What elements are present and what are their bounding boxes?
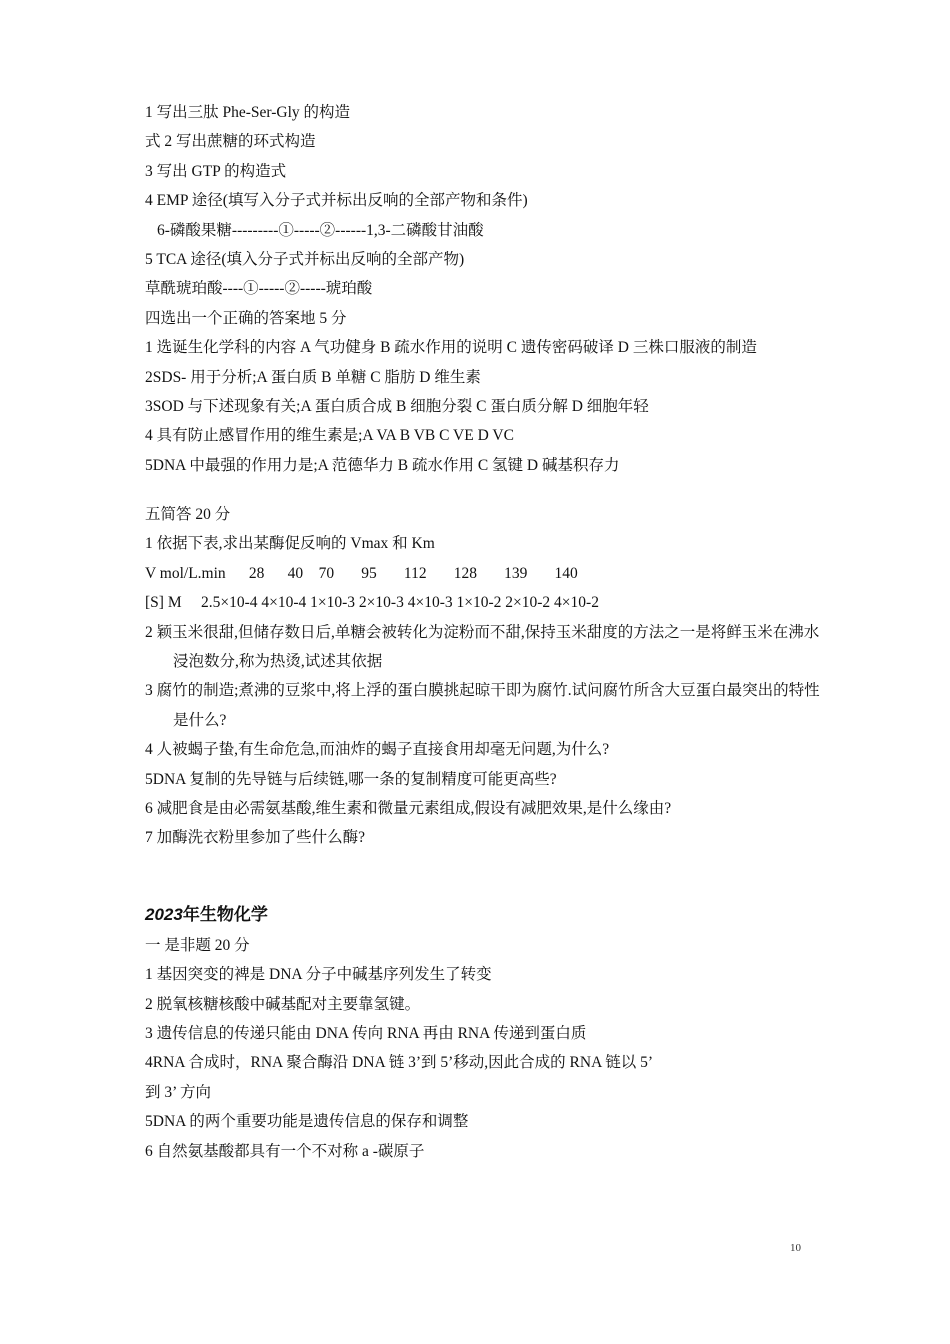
spacer xyxy=(145,480,825,500)
table-row-substrate: [S] M 2.5×10-4 4×10-4 1×10-3 2×10-3 4×10-3 1×10-2 2×10-2 4×10-2 xyxy=(145,594,599,612)
choice-question: 2SDS- 用于分析;A 蛋白质 B 单糖 C 脂肪 D 维生素 xyxy=(145,368,481,386)
section-title: 五简答 20 分 xyxy=(145,506,231,524)
question-line: 式 2 写出蔗糖的环式构造 xyxy=(145,133,316,151)
exam-year: 2023 xyxy=(145,904,183,924)
choice-question: 3SOD 与下述现象有关;A 蛋白质合成 B 细胞分裂 C 蛋白质分解 D 细胞年轻 xyxy=(145,397,649,415)
table-row-velocity: V mol/L.min 28 40 70 95 112 128 139 140 xyxy=(145,564,578,582)
spacer xyxy=(145,853,825,899)
choice-question: 5DNA 中最强的作用力是;A 范德华力 B 疏水作用 C 氢键 D 碱基积存力 xyxy=(145,456,620,474)
question-line: 4 EMP 途径(填写入分子式并标出反响的全部产物和条件) xyxy=(145,192,528,210)
choice-question: 1 选诞生化学科的内容 A 气功健身 B 疏水作用的说明 C 遗传密码破译 D 三株口服液的制造 xyxy=(145,339,757,357)
section-title: 四选出一个正确的答案地 5 分 xyxy=(145,309,347,327)
short-answer-question: 2 颖玉米很甜,但储存数日后,单糖会被转化为淀粉而不甜,保持玉米甜度的方法之一是将鲜玉米在沸水浸泡数分,称为热烫,试述其依据 xyxy=(145,623,820,671)
short-answer-question: 6 减肥食是由必需氨基酸,维生素和微量元素组成,假设有减肥效果,是什么缘由? xyxy=(145,800,672,818)
short-answer-question: 1 依据下表,求出某酶促反响的 Vmax 和 Km xyxy=(145,535,435,553)
true-false-item-continuation: 到 3’ 方向 xyxy=(145,1083,212,1101)
pathway-line: 6-磷酸果糖---------①-----②------1,3-二磷酸甘油酸 xyxy=(157,221,484,239)
question-line: 5 TCA 途径(填入分子式并标出反响的全部产物) xyxy=(145,250,465,268)
exam-title: 年生物化学 xyxy=(182,904,268,924)
short-answer-question: 5DNA 复制的先导链与后续链,哪一条的复制精度可能更高些? xyxy=(145,770,557,788)
short-answer-question: 7 加酶洗衣粉里参加了些什么酶? xyxy=(145,829,366,847)
true-false-item: 1 基因突变的裨是 DNA 分子中碱基序列发生了转变 xyxy=(145,966,492,984)
short-answer-question: 3 腐竹的制造;煮沸的豆浆中,将上浮的蛋白膜挑起晾干即为腐竹.试问腐竹所含大豆蛋白最突出的特性是什么? xyxy=(145,682,820,729)
true-false-item: 3 遗传信息的传递只能由 DNA 传向 RNA 再由 RNA 传递到蛋白质 xyxy=(145,1025,587,1042)
choice-question: 4 具有防止感冒作用的维生素是;A VA B VB C VE D VC xyxy=(145,427,514,445)
section-title: 一 是非题 20 分 xyxy=(145,936,250,954)
page-number: 10 xyxy=(790,1242,801,1254)
pathway-line: 草酰琥珀酸----①-----②-----琥珀酸 xyxy=(145,280,373,298)
short-answer-question: 4 人被蝎子蛰,有生命危急,而油炸的蝎子直接食用却毫无问题,为什么? xyxy=(145,741,610,759)
document-body xyxy=(145,98,825,1166)
question-line: 3 写出 GTP 的构造式 xyxy=(145,162,287,180)
true-false-item: 5DNA 的两个重要功能是遗传信息的保存和调整 xyxy=(145,1113,469,1131)
true-false-item: 2 脱氧核糖核酸中碱基配对主要靠氢键。 xyxy=(145,995,421,1013)
exam-heading xyxy=(145,899,825,931)
true-false-item: 6 自然氨基酸都具有一个不对称 a -碳原子 xyxy=(145,1142,425,1160)
question-line: 1 写出三肽 Phe-Ser-Gly 的构造 xyxy=(145,104,351,121)
true-false-item: 4RNA 合成时，RNA 聚合酶沿 DNA 链 3’到 5’移动,因此合成的 RNA 链以 5’ xyxy=(145,1054,654,1072)
